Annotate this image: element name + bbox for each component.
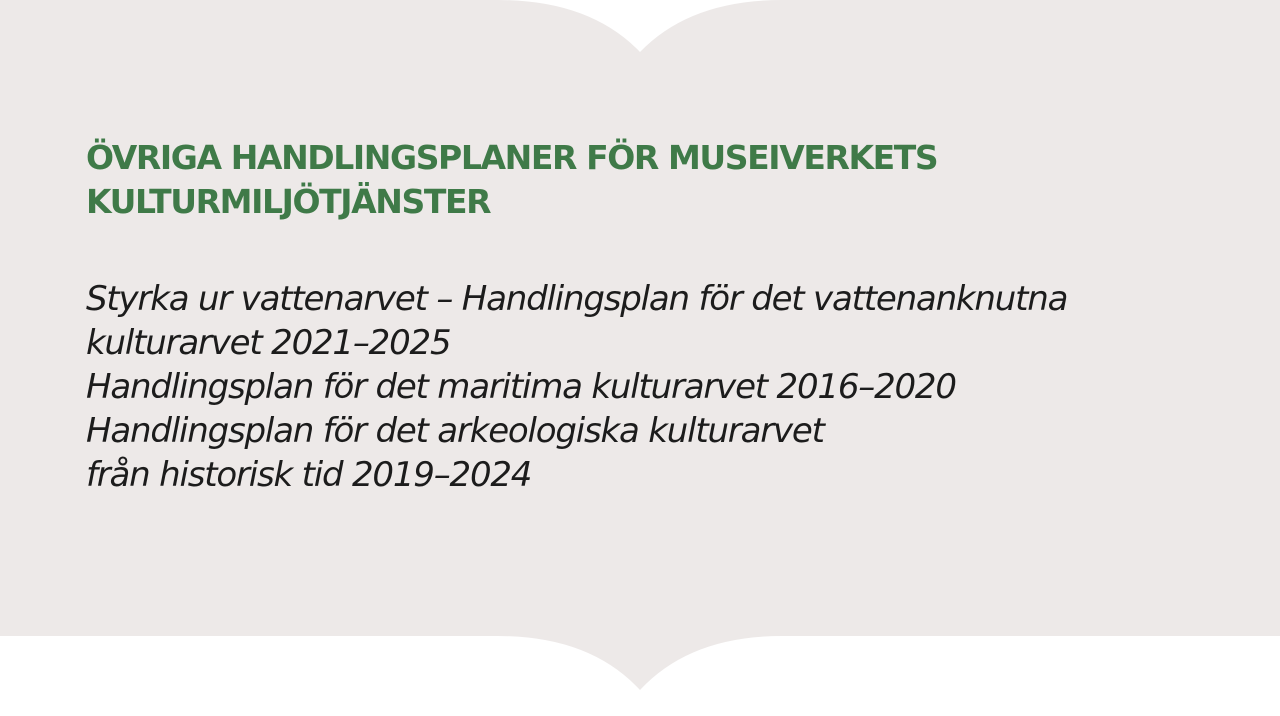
plans-list xyxy=(86,277,1206,497)
heading-line: ÖVRIGA HANDLINGSPLANER FÖR MUSEIVERKETS xyxy=(86,138,938,177)
plan-item xyxy=(86,409,1206,497)
plan-line: från historisk tid 2019–2024 xyxy=(86,455,532,495)
plan-item xyxy=(86,277,1206,365)
plan-line: kulturarvet 2021–2025 xyxy=(86,323,451,363)
plan-line: Handlingsplan för det maritima kulturarvet 2016–2020 xyxy=(86,367,956,407)
section-heading xyxy=(86,136,1206,224)
plan-item xyxy=(86,365,1206,409)
content-block xyxy=(86,136,1206,497)
plan-line: Handlingsplan för det arkeologiska kulturarvet xyxy=(86,411,824,451)
plan-line: Styrka ur vattenarvet – Handlingsplan för det vattenanknutna xyxy=(86,279,1068,319)
heading-line: KULTURMILJÖTJÄNSTER xyxy=(86,182,491,221)
